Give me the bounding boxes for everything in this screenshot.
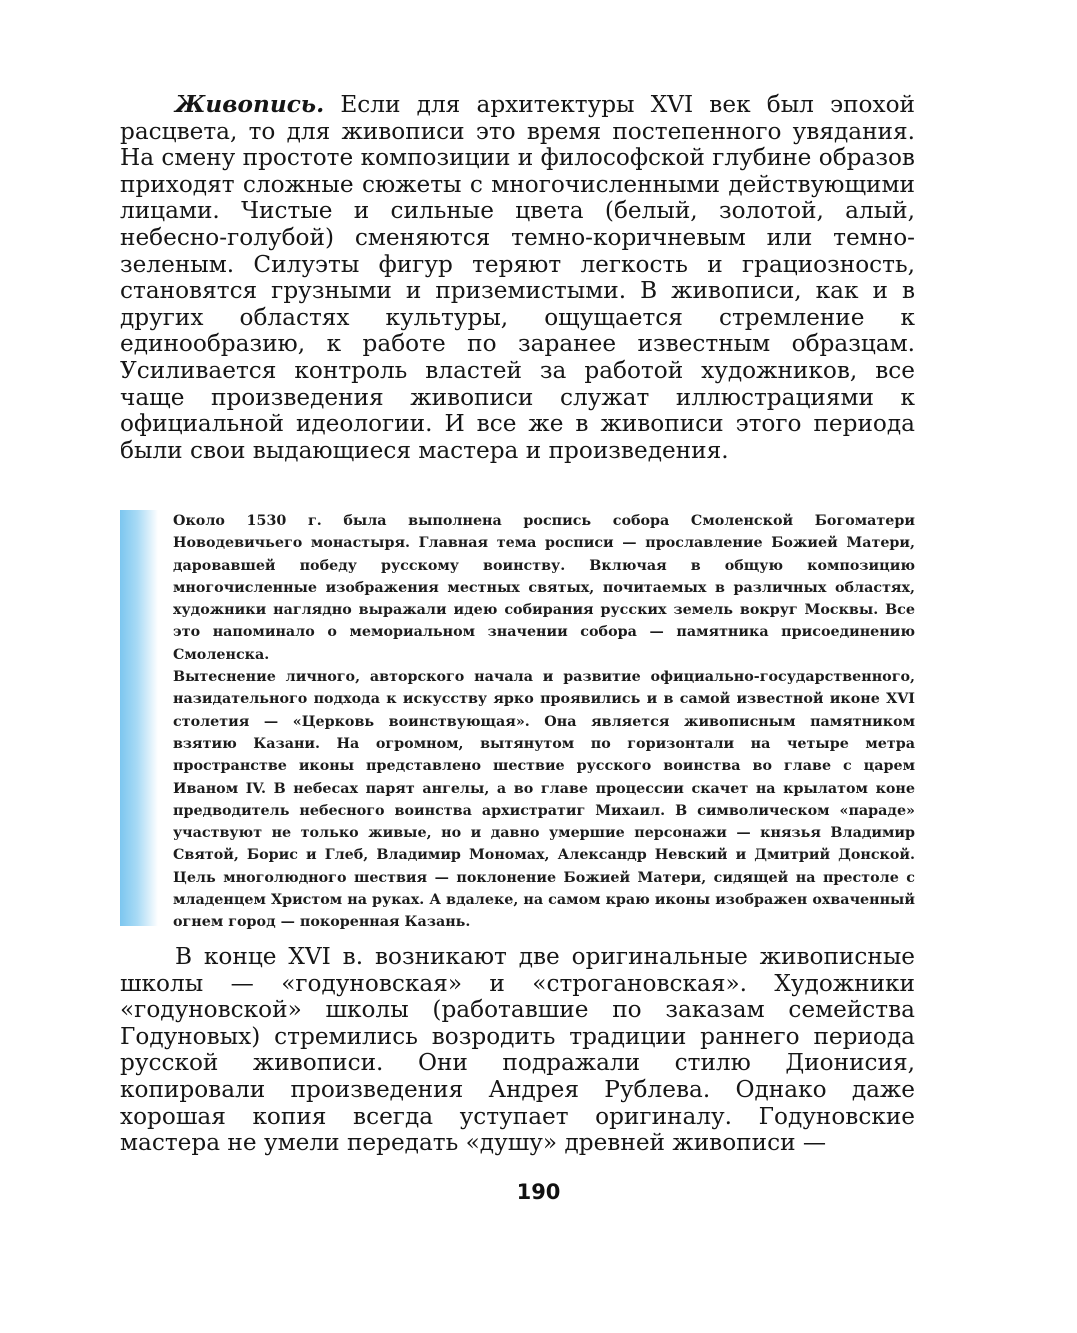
paragraph-painting-intro	[120, 92, 915, 464]
inset-accent-bar	[120, 510, 158, 926]
page-number: 190	[516, 1180, 561, 1204]
main-paragraph-painting	[120, 92, 915, 464]
inset-box	[173, 510, 915, 934]
main-paragraph-schools	[120, 944, 915, 1157]
paragraph-schools-body: В конце XVI в. возникают две оригинальные живописные школы — «годуновская» и «строгановская». Художники «годуновской» школы (работавшие по заказам семейства Годуновых) стремились возродить традиции раннего периода русской живописи. Они подражали стилю Дионисия, копировали произведения Андрея Рублева. Однако даже хорошая копия всегда уступает оригиналу. Годуновские мастера не умели передать «душу» древней живописи —	[120, 943, 915, 1157]
inset-paragraph-church-militant: Вытеснение личного, авторского начала и развитие официально-государственного, назидательного подхода к искусству ярко проявились и в самой известной иконе XVI столетия — «Церковь воинствующая». Она является живописным памятником взятию Казани. На огромном, вытянутом по горизонтали на четыре метра пространстве иконы представлено шествие русского воинства во главе с царем Иваном IV. В небесах парят ангелы, а во главе процессии скачет на крылатом коне предводитель небесного воинства архистратиг Михаил. В символическом «параде» участвуют не только живые, но и давно умершие персонажи — князья Владимир Святой, Борис и Глеб, Владимир Мономах, Александр Невский и Дмитрий Донской. Цель многолюдного шествия — поклонение Божией Матери, сидящей на престоле с младенцем Христом на руках. А вдалеке, на самом краю иконы изображен охваченный огнем город — покоренная Казань.	[173, 669, 915, 931]
paragraph-painting-body: Если для архитектуры XVI век был эпохой расцвета, то для живописи это время постепенного увядания. На смену простоте композиции и философской глубине образов приходят сложные сюжеты с многочисленными действующими лицами. Чистые и сильные цвета (белый, золотой, алый, небесно-голубой) сменяются темно-коричневым или темно-зеленым. Силуэты фигур теряют легкость и грациозность, становятся грузными и приземистыми. В живописи, как и в других областях культуры, ощущается стремление к единообразию, к работе по заранее известным образцам. Усиливается контроль властей за работой художников, все чаще произведения живописи служат иллюстрациями к официальной идеологии. И все же в живописи этого периода были свои выдающиеся мастера и произведения.	[120, 91, 915, 464]
inset-paragraph-smolensk: Около 1530 г. была выполнена роспись собора Смоленской Богоматери Новодевичьего монастыря. Главная тема росписи — прославление Божией Матери, даровавшей победу русскому воинству. Включая в общую композицию многочисленные изображения местных святых, почитаемых в различных областях, художники наглядно выражали идею собирания русских земель вокруг Москвы. Все это напоминало о мемориальном значении собора — памятника присоединению Смоленска.	[173, 513, 915, 663]
section-lead-in: Живопись.	[175, 91, 325, 118]
